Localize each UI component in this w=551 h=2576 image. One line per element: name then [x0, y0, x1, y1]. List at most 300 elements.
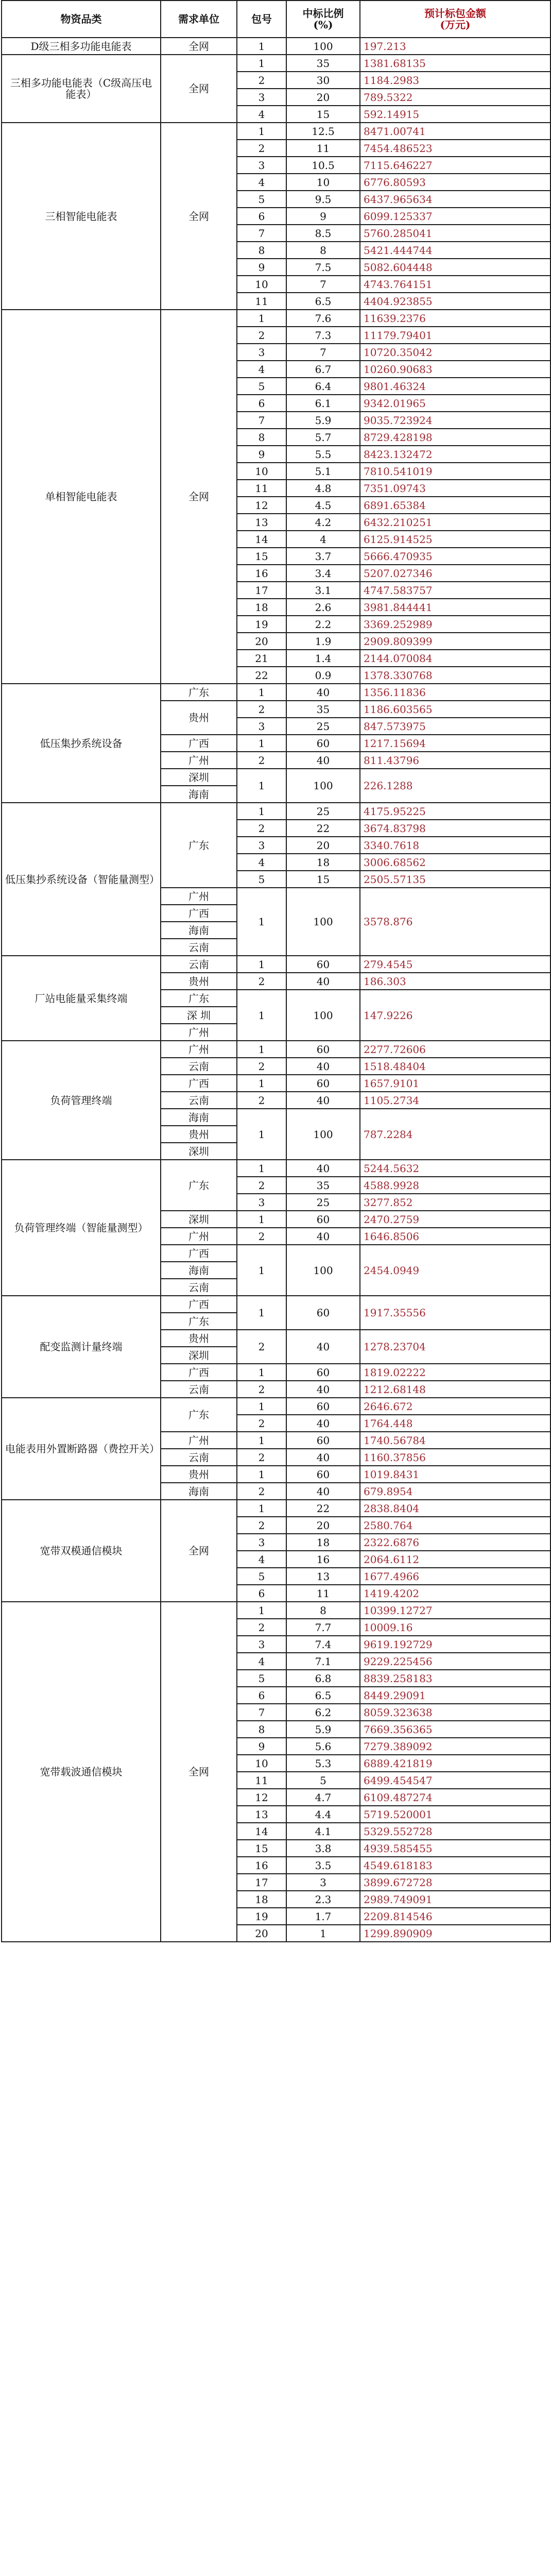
table-row — [2, 1500, 550, 1517]
ratio-cell: 100 — [286, 1109, 360, 1160]
package-cell: 18 — [237, 1891, 286, 1908]
unit-cell: 全网 — [161, 123, 237, 310]
ratio-cell: 40 — [286, 1058, 360, 1075]
package-cell: 4 — [237, 854, 286, 871]
package-cell: 9 — [237, 259, 286, 276]
amount-cell: 9229.225456 — [360, 1653, 550, 1670]
ratio-cell: 9 — [286, 208, 360, 225]
ratio-cell: 6.4 — [286, 378, 360, 395]
package-cell: 6 — [237, 1687, 286, 1704]
amount-cell: 4549.618183 — [360, 1857, 550, 1874]
ratio-cell: 60 — [286, 1466, 360, 1483]
amount-cell: 592.14915 — [360, 106, 550, 123]
amount-cell: 147.9226 — [360, 990, 550, 1041]
ratio-cell: 15 — [286, 871, 360, 888]
unit-cell: 海南 — [161, 922, 237, 939]
package-cell: 12 — [237, 1789, 286, 1806]
table-row — [2, 803, 550, 820]
amount-cell: 2646.672 — [360, 1398, 550, 1415]
amount-cell: 1657.9101 — [360, 1075, 550, 1092]
table-row — [2, 310, 550, 327]
package-cell: 1 — [237, 123, 286, 140]
package-cell: 5 — [237, 1670, 286, 1687]
package-cell: 1 — [237, 1500, 286, 1517]
amount-cell: 10009.16 — [360, 1619, 550, 1636]
unit-cell: 海南 — [161, 786, 237, 803]
unit-cell: 广西 — [161, 905, 237, 922]
amount-cell: 186.303 — [360, 973, 550, 990]
package-cell: 3 — [237, 157, 286, 174]
category-cell: D级三相多功能电能表 — [2, 38, 161, 55]
ratio-cell: 35 — [286, 701, 360, 718]
amount-cell: 6499.454547 — [360, 1772, 550, 1789]
amount-cell: 4743.764151 — [360, 276, 550, 293]
package-cell: 2 — [237, 327, 286, 344]
unit-cell: 贵州 — [161, 1330, 237, 1347]
ratio-cell: 3 — [286, 1874, 360, 1891]
package-cell: 1 — [237, 888, 286, 956]
package-cell: 1 — [237, 1211, 286, 1228]
amount-cell: 1299.890909 — [360, 1925, 550, 1942]
amount-cell: 10720.35042 — [360, 344, 550, 361]
ratio-cell: 100 — [286, 990, 360, 1041]
package-cell: 8 — [237, 242, 286, 259]
ratio-cell: 3.7 — [286, 548, 360, 565]
ratio-cell: 40 — [286, 1092, 360, 1109]
amount-cell: 2144.070084 — [360, 650, 550, 667]
ratio-cell: 3.1 — [286, 582, 360, 599]
header-category: 物资品类 — [2, 1, 161, 38]
package-cell: 1 — [237, 956, 286, 973]
amount-cell: 5244.5632 — [360, 1160, 550, 1177]
ratio-cell: 1.9 — [286, 633, 360, 650]
amount-cell: 9619.192729 — [360, 1636, 550, 1653]
amount-cell: 8729.428198 — [360, 429, 550, 446]
unit-cell: 云南 — [161, 939, 237, 956]
ratio-cell: 60 — [286, 1296, 360, 1330]
package-cell: 1 — [237, 735, 286, 752]
amount-cell: 5760.285041 — [360, 225, 550, 242]
unit-cell: 贵州 — [161, 1466, 237, 1483]
ratio-cell: 40 — [286, 973, 360, 990]
ratio-cell: 4.5 — [286, 497, 360, 514]
amount-cell: 5207.027346 — [360, 565, 550, 582]
amount-cell: 5719.520001 — [360, 1806, 550, 1823]
amount-cell: 4939.585455 — [360, 1840, 550, 1857]
package-cell: 6 — [237, 1585, 286, 1602]
ratio-cell: 4 — [286, 531, 360, 548]
package-cell: 18 — [237, 599, 286, 616]
package-cell: 3 — [237, 837, 286, 854]
amount-cell: 2989.749091 — [360, 1891, 550, 1908]
table-row — [2, 1160, 550, 1177]
unit-cell: 广州 — [161, 888, 237, 905]
amount-cell: 1646.8506 — [360, 1228, 550, 1245]
package-cell: 1 — [237, 684, 286, 701]
amount-cell: 7115.646227 — [360, 157, 550, 174]
package-cell: 16 — [237, 565, 286, 582]
amount-cell: 6099.125337 — [360, 208, 550, 225]
unit-cell: 广西 — [161, 735, 237, 752]
ratio-cell: 60 — [286, 735, 360, 752]
amount-cell: 9342.01965 — [360, 395, 550, 412]
amount-cell: 2322.6876 — [360, 1534, 550, 1551]
amount-cell: 279.4545 — [360, 956, 550, 973]
table-header-row — [2, 1, 550, 38]
package-cell: 1 — [237, 1245, 286, 1296]
package-cell: 4 — [237, 361, 286, 378]
ratio-cell: 20 — [286, 1517, 360, 1534]
package-cell: 1 — [237, 38, 286, 55]
amount-cell: 2064.6112 — [360, 1551, 550, 1568]
package-cell: 2 — [237, 1228, 286, 1245]
amount-cell: 6125.914525 — [360, 531, 550, 548]
ratio-cell: 6.5 — [286, 293, 360, 310]
package-cell: 13 — [237, 514, 286, 531]
ratio-cell: 10 — [286, 174, 360, 191]
package-cell: 2 — [237, 820, 286, 837]
amount-cell: 789.5322 — [360, 89, 550, 106]
ratio-cell: 40 — [286, 1228, 360, 1245]
unit-cell: 云南 — [161, 1092, 237, 1109]
ratio-cell: 5.3 — [286, 1755, 360, 1772]
ratio-cell: 8 — [286, 1602, 360, 1619]
amount-cell: 1184.2983 — [360, 72, 550, 89]
package-cell: 1 — [237, 990, 286, 1041]
amount-cell: 7810.541019 — [360, 463, 550, 480]
category-cell: 宽带双模通信模块 — [2, 1500, 161, 1602]
ratio-cell: 5 — [286, 1772, 360, 1789]
package-cell: 1 — [237, 55, 286, 72]
amount-cell: 1105.2734 — [360, 1092, 550, 1109]
ratio-cell: 7.7 — [286, 1619, 360, 1636]
amount-cell: 3674.83798 — [360, 820, 550, 837]
amount-cell: 4747.583757 — [360, 582, 550, 599]
package-cell: 7 — [237, 1704, 286, 1721]
table-row — [2, 1398, 550, 1415]
amount-cell: 3578.876 — [360, 888, 550, 956]
ratio-cell: 7.3 — [286, 327, 360, 344]
unit-cell: 广东 — [161, 990, 237, 1007]
package-cell: 14 — [237, 1823, 286, 1840]
package-cell: 14 — [237, 531, 286, 548]
amount-cell: 1740.56784 — [360, 1432, 550, 1449]
ratio-cell: 6.5 — [286, 1687, 360, 1704]
package-cell: 9 — [237, 446, 286, 463]
amount-cell: 2505.57135 — [360, 871, 550, 888]
unit-cell: 广西 — [161, 1296, 237, 1313]
amount-cell: 8839.258183 — [360, 1670, 550, 1687]
ratio-cell: 1.4 — [286, 650, 360, 667]
amount-cell: 7279.389092 — [360, 1738, 550, 1755]
header-package: 包号 — [237, 1, 286, 38]
unit-cell: 深 圳 — [161, 1007, 237, 1024]
package-cell: 1 — [237, 1432, 286, 1449]
category-cell: 三相多功能电能表（C级高压电能表） — [2, 55, 161, 123]
amount-cell: 6437.965634 — [360, 191, 550, 208]
ratio-cell: 11 — [286, 1585, 360, 1602]
amount-cell: 11639.2376 — [360, 310, 550, 327]
package-cell: 7 — [237, 412, 286, 429]
amount-cell: 2580.764 — [360, 1517, 550, 1534]
package-cell: 16 — [237, 1857, 286, 1874]
unit-cell: 全网 — [161, 55, 237, 123]
package-cell: 8 — [237, 1721, 286, 1738]
amount-cell: 1186.603565 — [360, 701, 550, 718]
ratio-cell: 7.5 — [286, 259, 360, 276]
package-cell: 15 — [237, 548, 286, 565]
ratio-cell: 100 — [286, 38, 360, 55]
package-cell: 3 — [237, 1534, 286, 1551]
ratio-cell: 60 — [286, 1432, 360, 1449]
ratio-cell: 3.4 — [286, 565, 360, 582]
unit-cell: 深圳 — [161, 1211, 237, 1228]
ratio-cell: 30 — [286, 72, 360, 89]
package-cell: 5 — [237, 871, 286, 888]
unit-cell: 广西 — [161, 1075, 237, 1092]
package-cell: 5 — [237, 378, 286, 395]
unit-cell: 全网 — [161, 310, 237, 684]
amount-cell: 7454.486523 — [360, 140, 550, 157]
amount-cell: 7669.356365 — [360, 1721, 550, 1738]
package-cell: 2 — [237, 72, 286, 89]
category-cell: 负荷管理终端 — [2, 1041, 161, 1160]
ratio-cell: 7 — [286, 276, 360, 293]
unit-cell: 深圳 — [161, 769, 237, 786]
header-unit: 需求单位 — [161, 1, 237, 38]
amount-cell: 4175.95225 — [360, 803, 550, 820]
unit-cell: 广州 — [161, 1432, 237, 1449]
unit-cell: 贵州 — [161, 973, 237, 990]
ratio-cell: 15 — [286, 106, 360, 123]
package-cell: 19 — [237, 616, 286, 633]
ratio-cell: 6.8 — [286, 1670, 360, 1687]
amount-cell: 2470.2759 — [360, 1211, 550, 1228]
unit-cell: 深圳 — [161, 1347, 237, 1364]
ratio-cell: 40 — [286, 684, 360, 701]
ratio-cell: 3.5 — [286, 1857, 360, 1874]
ratio-cell: 35 — [286, 1177, 360, 1194]
unit-cell: 海南 — [161, 1109, 237, 1126]
ratio-cell: 25 — [286, 1194, 360, 1211]
ratio-cell: 40 — [286, 1449, 360, 1466]
amount-cell: 787.2284 — [360, 1109, 550, 1160]
unit-cell: 广东 — [161, 1160, 237, 1211]
amount-cell: 3899.672728 — [360, 1874, 550, 1891]
amount-cell: 847.573975 — [360, 718, 550, 735]
amount-cell: 5329.552728 — [360, 1823, 550, 1840]
unit-cell: 海南 — [161, 1262, 237, 1279]
category-cell: 配变监测计量终端 — [2, 1296, 161, 1398]
table-row — [2, 38, 550, 55]
unit-cell: 云南 — [161, 1381, 237, 1398]
package-cell: 2 — [237, 752, 286, 769]
unit-cell: 贵州 — [161, 1126, 237, 1143]
amount-cell: 7351.09743 — [360, 480, 550, 497]
amount-cell: 4588.9928 — [360, 1177, 550, 1194]
package-cell: 3 — [237, 89, 286, 106]
amount-cell: 2909.809399 — [360, 633, 550, 650]
ratio-cell: 5.9 — [286, 1721, 360, 1738]
package-cell: 20 — [237, 633, 286, 650]
header-amount: 预计标包金额 (万元) — [360, 1, 550, 38]
ratio-cell: 7 — [286, 344, 360, 361]
table-row — [2, 123, 550, 140]
package-cell: 13 — [237, 1806, 286, 1823]
package-cell: 1 — [237, 1041, 286, 1058]
ratio-cell: 13 — [286, 1568, 360, 1585]
category-cell: 低压集抄系统设备（智能量测型） — [2, 803, 161, 956]
ratio-cell: 60 — [286, 1211, 360, 1228]
package-cell: 20 — [237, 1925, 286, 1942]
package-cell: 7 — [237, 225, 286, 242]
ratio-cell: 5.7 — [286, 429, 360, 446]
amount-cell: 6109.487274 — [360, 1789, 550, 1806]
package-cell: 4 — [237, 1551, 286, 1568]
table-row — [2, 1602, 550, 1619]
package-cell: 11 — [237, 480, 286, 497]
amount-cell: 811.43796 — [360, 752, 550, 769]
package-cell: 10 — [237, 1755, 286, 1772]
ratio-cell: 4.4 — [286, 1806, 360, 1823]
package-cell: 1 — [237, 1109, 286, 1160]
ratio-cell: 5.5 — [286, 446, 360, 463]
amount-cell: 2277.72606 — [360, 1041, 550, 1058]
ratio-cell: 100 — [286, 769, 360, 803]
unit-cell: 深圳 — [161, 1143, 237, 1160]
package-cell: 1 — [237, 1602, 286, 1619]
ratio-cell: 25 — [286, 803, 360, 820]
table-row — [2, 1041, 550, 1058]
ratio-cell: 20 — [286, 837, 360, 854]
ratio-cell: 7.6 — [286, 310, 360, 327]
package-cell: 2 — [237, 1330, 286, 1364]
ratio-cell: 2.6 — [286, 599, 360, 616]
package-cell: 4 — [237, 106, 286, 123]
amount-cell: 1217.15694 — [360, 735, 550, 752]
package-cell: 6 — [237, 208, 286, 225]
ratio-cell: 5.9 — [286, 412, 360, 429]
ratio-cell: 8.5 — [286, 225, 360, 242]
package-cell: 2 — [237, 973, 286, 990]
ratio-cell: 60 — [286, 1398, 360, 1415]
category-cell: 电能表用外置断路器（费控开关） — [2, 1398, 161, 1500]
package-cell: 10 — [237, 463, 286, 480]
package-cell: 1 — [237, 803, 286, 820]
ratio-cell: 20 — [286, 89, 360, 106]
amount-cell: 8059.323638 — [360, 1704, 550, 1721]
ratio-cell: 4.7 — [286, 1789, 360, 1806]
ratio-cell: 8 — [286, 242, 360, 259]
package-cell: 3 — [237, 344, 286, 361]
package-cell: 1 — [237, 769, 286, 803]
ratio-cell: 2.3 — [286, 1891, 360, 1908]
unit-cell: 广东 — [161, 803, 237, 888]
table-body — [2, 38, 550, 1942]
ratio-cell: 4.8 — [286, 480, 360, 497]
package-cell: 1 — [237, 1364, 286, 1381]
ratio-cell: 22 — [286, 1500, 360, 1517]
package-cell: 17 — [237, 1874, 286, 1891]
amount-cell: 9035.723924 — [360, 412, 550, 429]
amount-cell: 3277.852 — [360, 1194, 550, 1211]
amount-cell: 6432.210251 — [360, 514, 550, 531]
header-ratio: 中标比例 (%) — [286, 1, 360, 38]
amount-cell: 10399.12727 — [360, 1602, 550, 1619]
package-cell: 2 — [237, 140, 286, 157]
ratio-cell: 60 — [286, 1075, 360, 1092]
package-cell: 19 — [237, 1908, 286, 1925]
package-cell: 1 — [237, 1466, 286, 1483]
package-cell: 17 — [237, 582, 286, 599]
amount-cell: 1917.35556 — [360, 1296, 550, 1330]
ratio-cell: 40 — [286, 1160, 360, 1177]
package-cell: 11 — [237, 1772, 286, 1789]
ratio-cell: 1.7 — [286, 1908, 360, 1925]
unit-cell: 广州 — [161, 1041, 237, 1058]
package-cell: 15 — [237, 1840, 286, 1857]
unit-cell: 广州 — [161, 1228, 237, 1245]
ratio-cell: 12.5 — [286, 123, 360, 140]
category-cell: 低压集抄系统设备 — [2, 684, 161, 803]
ratio-cell: 6.1 — [286, 395, 360, 412]
ratio-cell: 40 — [286, 1381, 360, 1398]
package-cell: 2 — [237, 1619, 286, 1636]
amount-cell: 1381.68135 — [360, 55, 550, 72]
amount-cell: 1378.330768 — [360, 667, 550, 684]
ratio-cell: 2.2 — [286, 616, 360, 633]
unit-cell: 广州 — [161, 752, 237, 769]
ratio-cell: 60 — [286, 956, 360, 973]
amount-cell: 1419.4202 — [360, 1585, 550, 1602]
category-cell: 负荷管理终端（智能量测型） — [2, 1160, 161, 1296]
ratio-cell: 11 — [286, 140, 360, 157]
category-cell: 厂站电能量采集终端 — [2, 956, 161, 1041]
amount-cell: 11179.79401 — [360, 327, 550, 344]
package-cell: 5 — [237, 1568, 286, 1585]
package-cell: 3 — [237, 718, 286, 735]
amount-cell: 8449.29091 — [360, 1687, 550, 1704]
amount-cell: 4404.923855 — [360, 293, 550, 310]
ratio-cell: 1 — [286, 1925, 360, 1942]
package-cell: 9 — [237, 1738, 286, 1755]
package-cell: 2 — [237, 701, 286, 718]
amount-cell: 2209.814546 — [360, 1908, 550, 1925]
amount-cell: 3369.252989 — [360, 616, 550, 633]
package-cell: 2 — [237, 1517, 286, 1534]
package-cell: 2 — [237, 1449, 286, 1466]
package-cell: 8 — [237, 429, 286, 446]
ratio-cell: 6.7 — [286, 361, 360, 378]
amount-cell: 679.8954 — [360, 1483, 550, 1500]
package-cell: 2 — [237, 1483, 286, 1500]
unit-cell: 广州 — [161, 1024, 237, 1041]
package-cell: 2 — [237, 1177, 286, 1194]
unit-cell: 全网 — [161, 1500, 237, 1602]
ratio-cell: 0.9 — [286, 667, 360, 684]
amount-cell: 1356.11836 — [360, 684, 550, 701]
amount-cell: 1160.37856 — [360, 1449, 550, 1466]
table-row — [2, 956, 550, 973]
package-cell: 2 — [237, 1092, 286, 1109]
amount-cell: 5666.470935 — [360, 548, 550, 565]
amount-cell: 226.1288 — [360, 769, 550, 803]
package-cell: 3 — [237, 1194, 286, 1211]
ratio-cell: 100 — [286, 888, 360, 956]
ratio-cell: 40 — [286, 1483, 360, 1500]
package-cell: 1 — [237, 1296, 286, 1330]
bid-allocation-table — [1, 0, 551, 1942]
